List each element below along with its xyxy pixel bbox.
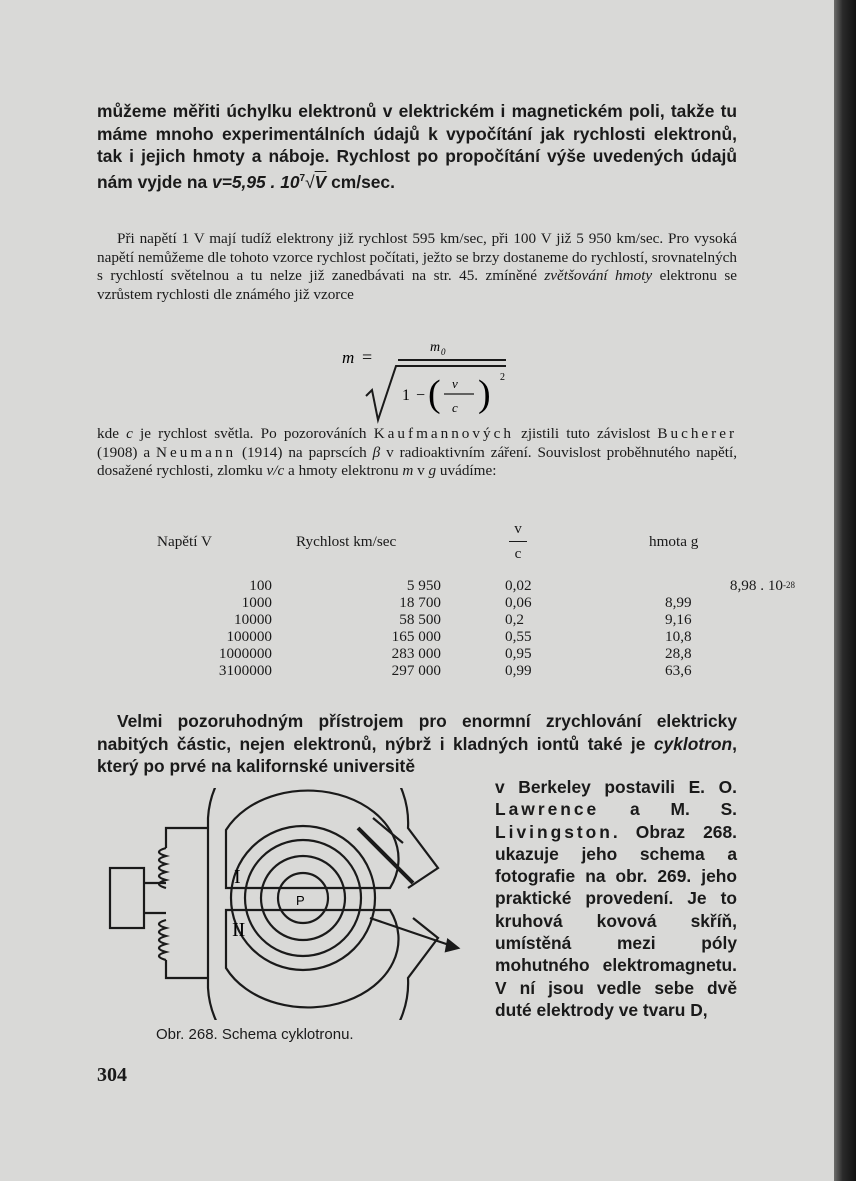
cell-voltage: 100000 xyxy=(226,628,272,645)
header-velocity: Rychlost km/sec xyxy=(296,533,397,550)
table-row xyxy=(140,645,795,662)
table-row xyxy=(140,628,795,645)
sqrt-variable: V xyxy=(314,171,327,192)
name-kaufmann: Kaufmannových xyxy=(373,425,514,442)
name-lawrence: Lawrence xyxy=(495,799,600,820)
table-row xyxy=(140,662,795,679)
var-g: g xyxy=(428,462,437,479)
cell-ratio: 0,95 xyxy=(505,645,532,662)
electron-data-table xyxy=(140,520,795,679)
text: v xyxy=(413,462,429,479)
text: , který po prvé na kalifornské universitě xyxy=(97,733,737,776)
cell-velocity: 18 700 xyxy=(399,594,441,611)
text: (1908) a xyxy=(97,443,157,461)
coil-lower xyxy=(159,920,166,960)
table-row xyxy=(140,594,795,611)
formula-velocity: v=5,95 . 10 xyxy=(212,171,300,192)
formula-m0: m xyxy=(430,340,441,355)
cell-voltage: 100 xyxy=(249,577,272,594)
text: Při napětí 1 V mají tudíž elektrony již rychlost 595 km/sec, při 100 V již 5 950 km/sec. Pro vysoká napětí nemůžeme dle tohoto vzorce rychlost počítati, ježto se brzy dostaneme do rychlostí, srovnatelných s rychlostí světelnou a tu nelze již zanedbávati na str. 45. zmíněné xyxy=(97,230,737,284)
formula-exp: 2 xyxy=(500,372,505,383)
header-v-over-c xyxy=(451,520,597,577)
term-cyclotron: cyklotron xyxy=(653,733,733,754)
cell-mass: 28,8 xyxy=(665,645,692,662)
header-voltage: Napětí V xyxy=(157,533,212,550)
cell-velocity: 297 000 xyxy=(391,662,441,679)
oscillator-box xyxy=(110,868,144,928)
name-bucherer: Bucherer xyxy=(657,425,738,442)
label-dee-II: II xyxy=(232,919,246,941)
cell-ratio: 0,99 xyxy=(505,662,532,679)
header-c: c xyxy=(514,545,522,562)
svg-text:): ) xyxy=(478,373,491,415)
cell-velocity: 58 500 xyxy=(399,611,441,628)
text: a hmoty elektronu xyxy=(284,462,403,479)
cell-velocity: 165 000 xyxy=(391,628,441,645)
paragraph-cyclotron-intro xyxy=(97,710,737,778)
text: je rychlost světla. Po pozorováních xyxy=(132,425,374,442)
text: zjistili tuto závislost xyxy=(513,425,658,442)
text: uvádíme: xyxy=(436,462,497,479)
cell-ratio: 0,06 xyxy=(505,594,532,611)
text: můžeme měřiti úchylku elektronů v elektrickém i magnetickém poli, takže tu máme mnoho experimentálních údajů k vypočítání jak rychlosti elektronů, tak i jejich hmoty a náboje. Rychlost po propočítání výše uvedených údajů nám vyjde na xyxy=(97,101,737,192)
text: elektronu se vzrůstem rychlosti dle známého již vzorce xyxy=(97,267,737,303)
formula-c: c xyxy=(452,400,458,415)
table-row xyxy=(140,611,795,628)
formula-v: v xyxy=(452,376,458,391)
text: kde xyxy=(97,425,127,442)
cell-voltage: 1000 xyxy=(241,594,272,611)
table-row xyxy=(140,577,795,594)
figure-caption: Obr. 268. Schema cyklotronu. xyxy=(156,1026,354,1043)
cell-mass-exp: -28 xyxy=(783,580,795,590)
text: . Obraz 268. ukazuje jeho schema a fotografie na obr. 269. jeho praktické provedení. Je to kruhová kovová skříň, umístěná mezi póly mohutného elektromagnetu. V ní jsou vedle sebe dvě duté elektrody ve tvaru D, xyxy=(495,821,737,1020)
cyclotron-schema-diagram xyxy=(108,788,488,1020)
formula-one: 1 xyxy=(402,387,410,404)
cell-ratio: 0,2 xyxy=(505,611,524,628)
formula-m0-sub: 0 xyxy=(441,347,446,357)
label-source-P: P xyxy=(296,893,305,908)
formula-m: m xyxy=(342,348,355,367)
formula-minus: − xyxy=(416,387,426,404)
text: v radioaktivním záření. Souvislost proběhnutého napětí, dosažené rychlosti, zlomku xyxy=(97,443,737,479)
relativistic-mass-formula xyxy=(338,336,538,426)
cell-mass: 8,99 xyxy=(665,594,692,611)
label-dee-I: I xyxy=(234,866,241,888)
text: v Berkeley postavili E. O. xyxy=(495,777,737,797)
cell-velocity: 5 950 xyxy=(406,577,441,594)
dee-I xyxy=(226,791,399,888)
var-m: m xyxy=(402,462,414,479)
cell-ratio: 0,02 xyxy=(505,577,532,594)
cell-voltage: 3100000 xyxy=(218,662,272,679)
cell-mass-value: 8,98 . 10 xyxy=(729,577,783,594)
italic-term: zvětšování hmoty xyxy=(544,267,653,284)
cell-mass: 63,6 xyxy=(665,662,692,679)
text: Velmi pozoruhodným přístrojem pro enormní zrychlování elektricky nabitých částic, nejen elektronů, nýbrž i kladných iontů také je xyxy=(97,711,737,754)
cell-mass xyxy=(597,577,795,594)
cell-voltage: 1000000 xyxy=(218,645,272,662)
exponent: 7 xyxy=(299,172,306,184)
paragraph-kaufmann xyxy=(97,425,737,481)
page-number: 304 xyxy=(97,1064,127,1086)
paragraph-cyclotron-description xyxy=(495,776,737,1021)
paragraph-electron-deflection: můžeme měřiti úchylku elektronů v elektrickém i magnetickém poli, takže tu máme mnoho experimentálních údajů k vypočítání jak rychlosti elektronů, tak i jejich hmoty a náboje. Rychlost po propočítání výše uvedených údajů nám vyjde na v=5,95 . $10^7√V$ cm/sec. xyxy=(97,101,737,192)
var-beta: β xyxy=(372,443,381,461)
cell-mass: 10,8 xyxy=(665,628,692,645)
var-c: c xyxy=(126,425,133,442)
cell-voltage: 10000 xyxy=(234,611,272,628)
text: a M. S. xyxy=(599,799,737,820)
text: (1914) na paprscích xyxy=(236,443,373,461)
svg-text:(: ( xyxy=(428,373,441,415)
cell-mass: 9,16 xyxy=(665,611,692,628)
unit: cm/sec. xyxy=(331,171,395,192)
var-vc: v/c xyxy=(266,462,285,479)
formula-eq: = xyxy=(362,347,373,367)
table-header-row xyxy=(140,520,795,577)
exit-beam xyxy=(370,918,458,948)
name-neumann: Neumann xyxy=(156,443,237,461)
cell-ratio: 0,55 xyxy=(505,628,532,645)
name-livingston: Livingston xyxy=(495,821,613,842)
header-v: v xyxy=(514,520,522,537)
page-edge-shadow xyxy=(834,0,856,1181)
cell-velocity: 283 000 xyxy=(391,645,441,662)
header-mass: hmota g xyxy=(649,533,699,550)
paragraph-voltage-velocity xyxy=(97,230,737,304)
